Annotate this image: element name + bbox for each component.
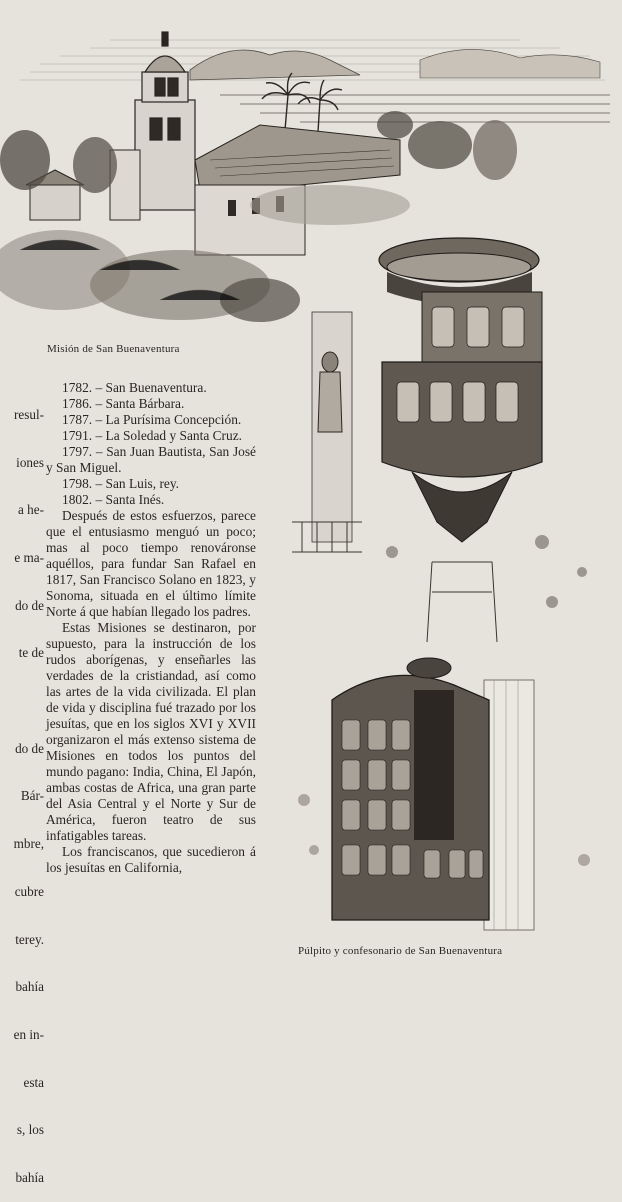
pulpit-illustration [292, 222, 622, 642]
list-item: 1802. – Santa Inés. [62, 492, 165, 507]
paragraph: Los franciscanos, que sucedieron á los jesuítas en California, [46, 844, 256, 875]
left-fragment: bahía [15, 979, 44, 995]
main-text-column [46, 380, 256, 876]
left-fragment: s, los [16, 1122, 44, 1138]
list-item: 1798. – San Luis, rey. [62, 476, 180, 491]
left-fragment: terey. [15, 931, 44, 947]
list-item: 1786. – Santa Bárbara. [62, 396, 185, 411]
mission-list [46, 380, 256, 508]
list-item: 1791. – La Soledad y Santa Cruz. [62, 428, 242, 443]
left-fragment: esta [23, 1074, 44, 1090]
left-fragment: iones [16, 454, 44, 470]
bottom-caption: Púlpito y confesonario de San Buenaventura [298, 945, 503, 957]
left-fragment: mbre, [13, 836, 44, 852]
left-fragment: do de [15, 740, 44, 756]
left-fragment: te de [18, 645, 44, 661]
paragraph: Después de estos esfuerzos, parece que el entusiasmo menguó un poco; mas al poco tiempo renováronse aquéllos, para fundar San Rafael en 1817, San Francisco Solano en 1823, y Sonoma, situada en el último límite Norte á que habían llegado los padres. [46, 508, 256, 619]
list-item: 1782. – San Buenaventura. [62, 380, 207, 395]
left-fragment: bahía [15, 1170, 44, 1186]
left-fragment: e ma- [14, 549, 44, 565]
confessional-illustration [284, 650, 622, 940]
left-fragment: a he- [18, 502, 44, 518]
left-column-fragments [0, 375, 44, 1202]
left-fragment: do de [15, 597, 44, 613]
list-item: 1797. – San Juan Bautista, San José y San Miguel. [46, 444, 256, 475]
left-fragment [0, 693, 44, 709]
list-item: 1787. – La Purísima Concepción. [62, 412, 242, 427]
left-fragment: cubre [14, 883, 44, 899]
top-caption: Misión de San Buenaventura [47, 343, 180, 355]
paragraph: Estas Misiones se destinaron, por supuesto, para la instrucción de los rudos aborígenas, y enseñarles las verdades de la cristiandad, así como las artes de la vida civilizada. El plan de vida y disciplina fué trazado por los jesuítas, que en los siglos XVI y XVII organizaron el más extenso sistema de Misiones en todos los puntos del mundo pagano: India, China, El Japón, ambas costas de Africa, una gran parte del Asia Central y el Norte y Sur de América, fueron teatro de sus infatigables tareas. [46, 620, 256, 843]
left-fragment: resul- [13, 406, 44, 422]
left-fragment: Bár- [20, 788, 44, 804]
left-fragment: en in- [13, 1026, 44, 1042]
